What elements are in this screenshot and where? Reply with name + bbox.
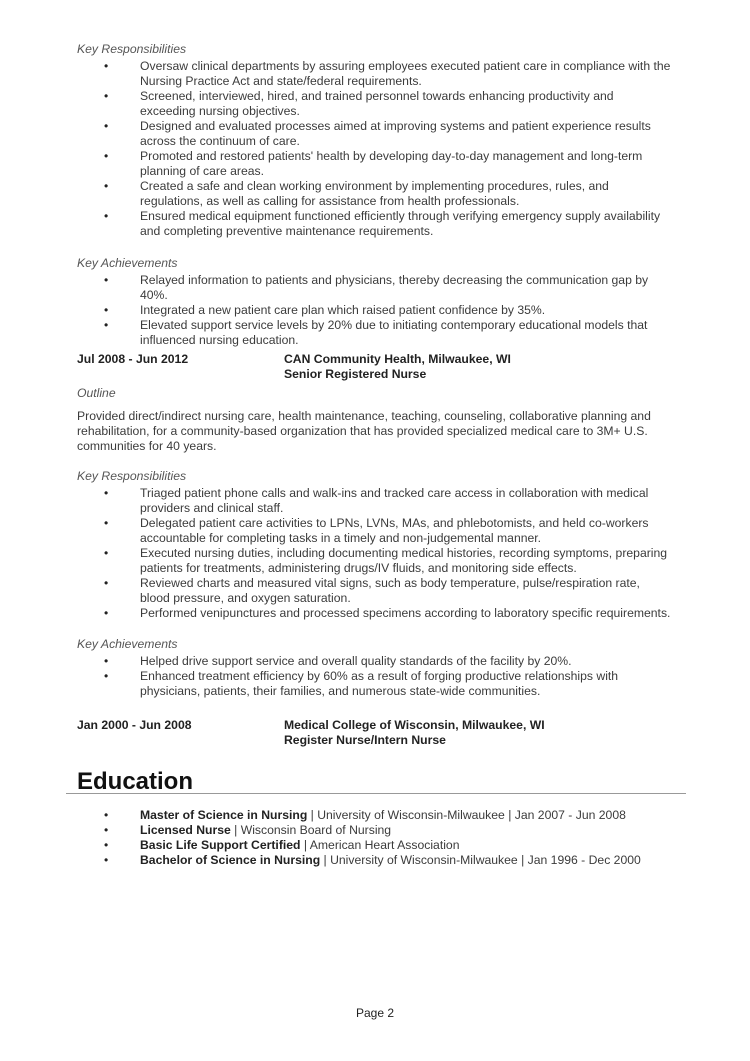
job2-achievements-list (0, 654, 680, 699)
bullet-icon: • (104, 669, 109, 683)
education-item (0, 823, 680, 838)
bullet-icon: • (104, 273, 109, 287)
list-item: • Integrated a new patient care plan which raised patient confidence by 35%. (104, 303, 546, 317)
bullet-icon: • (104, 516, 109, 530)
section-divider (66, 793, 686, 794)
bullet-icon: • (104, 838, 109, 852)
bullet-icon: • (104, 303, 109, 317)
degree-detail: | American Heart Association (300, 838, 460, 852)
list-item: • Elevated support service levels by 20% due to initiating contemporary educational models that influenced nursing education. (104, 318, 648, 347)
bullet-icon: • (104, 89, 109, 103)
bullet-icon: • (104, 546, 109, 560)
degree-name: Bachelor of Science in Nursing (140, 853, 321, 867)
bullet-icon: • (104, 179, 109, 193)
job1-responsibilities-list (0, 59, 680, 239)
job2-outline-label: Outline (77, 386, 116, 400)
list-item: • Reviewed charts and measured vital signs, such as body temperature, pulse/respiration rate, blood pressure, and oxygen saturation. (104, 576, 640, 605)
list-item: • Triaged patient phone calls and walk-ins and tracked care access in collaboration with medical providers and clinical staff. (104, 486, 649, 515)
list-item: • Created a safe and clean working environment by implementing procedures, rules, and regulations, as well as calling for assistance from health professionals. (104, 179, 609, 208)
list-item: • Delegated patient care activities to LPNs, LVNs, MAs, and phlebotomists, and held co-workers accountable for completing tasks in a timely and non-judgemental manner. (104, 516, 649, 545)
education-item (0, 853, 680, 868)
degree-detail: | University of Wisconsin-Milwaukee | Jan 1996 - Dec 2000 (320, 853, 641, 867)
bullet-icon: • (104, 576, 109, 590)
bullet-icon: • (104, 318, 109, 332)
job3-organization: Medical College of Wisconsin, Milwaukee, WI (284, 718, 545, 732)
job3-dates: Jan 2000 - Jun 2008 (77, 718, 192, 732)
job2-title: Senior Registered Nurse (284, 367, 427, 381)
job3-title: Register Nurse/Intern Nurse (284, 733, 446, 747)
job2-outline-text: Provided direct/indirect nursing care, health maintenance, teaching, counseling, collaborative planning and rehabilitation, for a community-based organization that has provided specialized medical care to 3M+ U.S. communities for 40 years. (77, 409, 651, 453)
bullet-icon: • (104, 59, 109, 73)
bullet-icon: • (104, 654, 109, 668)
list-item: • Screened, interviewed, hired, and trained personnel towards enhancing productivity and exceeding nursing objectives. (104, 89, 614, 118)
list-item: • Performed venipunctures and processed specimens according to laboratory specific requirements. (104, 606, 671, 620)
list-item: • Ensured medical equipment functioned efficiently through verifying emergency supply availability and completing preventive maintenance requirements. (104, 209, 661, 238)
degree-name: Licensed Nurse (140, 823, 231, 837)
job2-organization: CAN Community Health, Milwaukee, WI (284, 352, 511, 366)
list-item: • Relayed information to patients and physicians, thereby decreasing the communication gap by 40%. (104, 273, 649, 302)
job2-responsibilities-label: Key Responsibilities (77, 469, 187, 483)
bullet-icon: • (104, 119, 109, 133)
degree-detail: | University of Wisconsin-Milwaukee | Jan 2007 - Jun 2008 (307, 808, 626, 822)
bullet-icon: • (104, 149, 109, 163)
list-item: • Promoted and restored patients' health by developing day-to-day management and long-term planning of care areas. (104, 149, 643, 178)
list-item: • Executed nursing duties, including documenting medical histories, recording symptoms, preparing patients for treatments, administering drugs/IV fluids, and monitoring side effects. (104, 546, 668, 575)
job2-dates: Jul 2008 - Jun 2012 (77, 352, 189, 366)
list-item: • Designed and evaluated processes aimed at improving systems and patient experience results across the continuum of care. (104, 119, 651, 148)
degree-detail: | Wisconsin Board of Nursing (230, 823, 392, 837)
job1-achievements-list (0, 273, 680, 348)
degree-name: Master of Science in Nursing (140, 808, 308, 822)
page-number: Page 2 (355, 1006, 395, 1020)
bullet-icon: • (104, 808, 109, 822)
bullet-icon: • (104, 823, 109, 837)
bullet-icon: • (104, 606, 109, 620)
list-item: • Helped drive support service and overall quality standards of the facility by 20%. (104, 654, 572, 668)
job1-responsibilities-label: Key Responsibilities (77, 42, 187, 56)
bullet-icon: • (104, 209, 109, 223)
job1-achievements-label: Key Achievements (77, 256, 178, 270)
job2-achievements-label: Key Achievements (77, 637, 178, 651)
degree-name: Basic Life Support Certified (140, 838, 301, 852)
bullet-icon: • (104, 486, 109, 500)
education-item (0, 808, 680, 823)
education-item (0, 838, 680, 853)
education-list (0, 808, 680, 868)
bullet-icon: • (104, 853, 109, 867)
job2-responsibilities-list (0, 486, 680, 621)
list-item: • Enhanced treatment efficiency by 60% as a result of forging productive relationships with physicians, patients, their families, and numerous state-wide communities. (104, 669, 619, 698)
education-heading: Education (77, 768, 194, 795)
list-item: • Oversaw clinical departments by assuring employees executed patient care in compliance with the Nursing Practice Act and state/federal requirements. (104, 59, 671, 88)
